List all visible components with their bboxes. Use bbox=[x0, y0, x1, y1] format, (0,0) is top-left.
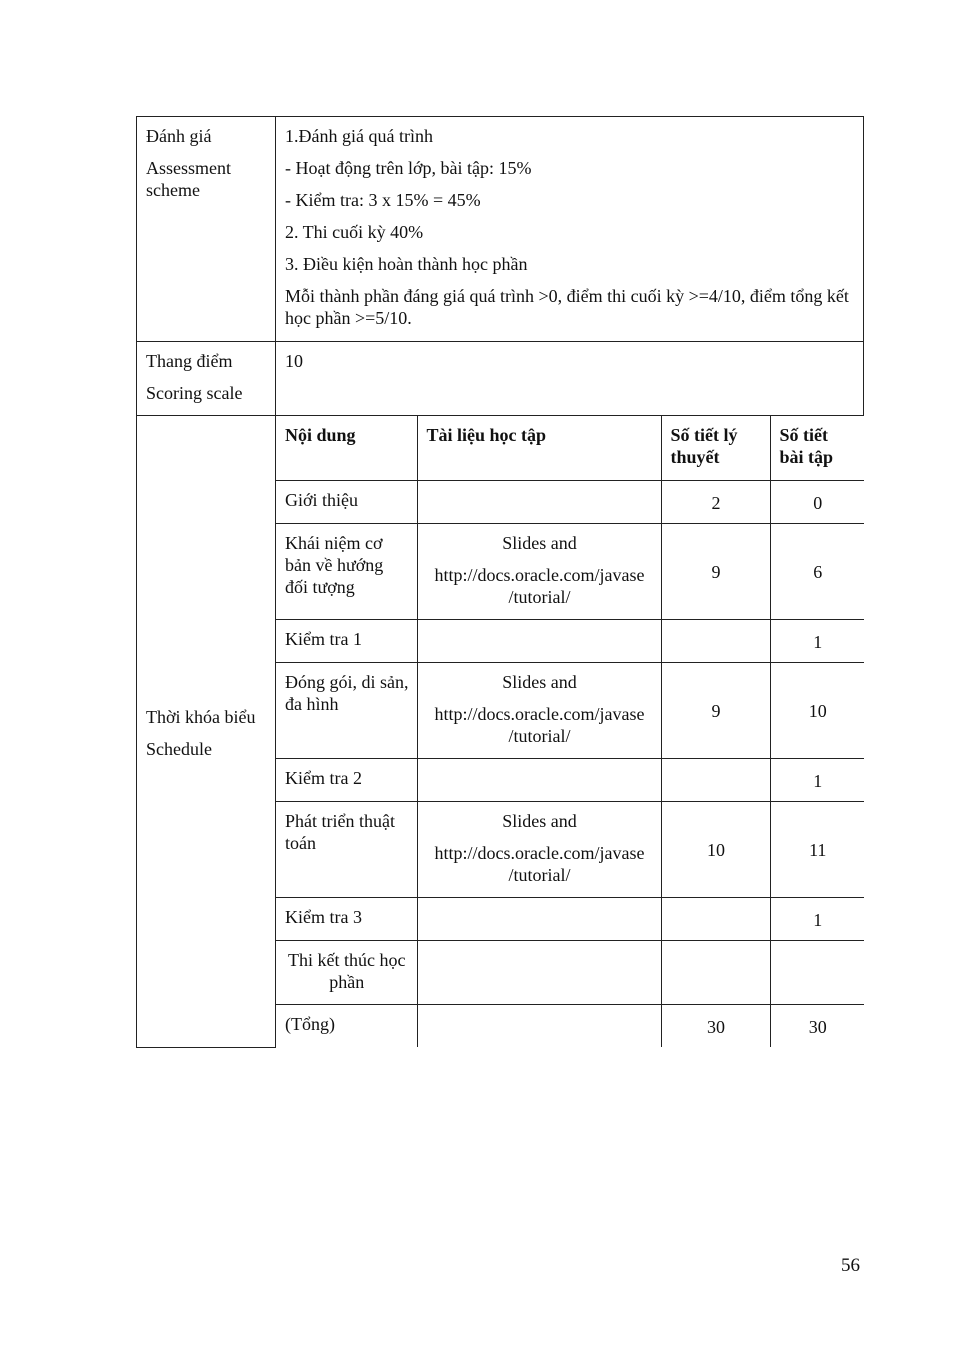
row-exercises bbox=[770, 940, 864, 1004]
table-row bbox=[276, 897, 864, 940]
table-row bbox=[276, 758, 864, 801]
row-materials bbox=[417, 801, 661, 897]
row-theory bbox=[661, 619, 770, 662]
row-materials bbox=[417, 897, 661, 940]
schedule-label-en: Schedule bbox=[146, 738, 212, 759]
row-exercises: 1 bbox=[770, 619, 864, 662]
assessment-line: 3. Điều kiện hoàn thành học phần bbox=[285, 254, 528, 274]
row-content: Thi kết thúc học phần bbox=[276, 940, 417, 1004]
row-exercises: 0 bbox=[770, 480, 864, 523]
scoring-value: 10 bbox=[285, 351, 303, 371]
schedule-row bbox=[137, 416, 864, 1048]
row-exercises: 11 bbox=[770, 801, 864, 897]
row-materials bbox=[417, 523, 661, 619]
scoring-label-cell bbox=[137, 342, 276, 416]
assessment-value-cell bbox=[276, 117, 864, 342]
row-content: Kiểm tra 3 bbox=[276, 897, 417, 940]
course-table bbox=[136, 116, 864, 1048]
table-row bbox=[276, 480, 864, 523]
row-content: Kiểm tra 2 bbox=[276, 758, 417, 801]
row-content: Đóng gói, di sản, đa hình bbox=[276, 662, 417, 758]
row-theory: 2 bbox=[661, 480, 770, 523]
materials-line: Slides and bbox=[502, 671, 577, 692]
page-number: 56 bbox=[841, 1255, 860, 1276]
assessment-row bbox=[137, 117, 864, 342]
assessment-label-en: Assessment scheme bbox=[146, 158, 231, 200]
scoring-label-vi: Thang điểm bbox=[146, 351, 233, 371]
row-content: Kiểm tra 1 bbox=[276, 619, 417, 662]
row-exercises: 1 bbox=[770, 758, 864, 801]
assessment-line: Mỗi thành phần đáng giá quá trình >0, điểm thi cuối kỳ >=4/10, điểm tổng kết học phần >=5/10. bbox=[285, 286, 849, 328]
table-row bbox=[276, 523, 864, 619]
assessment-line: - Hoạt động trên lớp, bài tập: 15% bbox=[285, 158, 532, 178]
row-theory: 10 bbox=[661, 801, 770, 897]
scoring-label-en: Scoring scale bbox=[146, 383, 243, 403]
header-content: Nội dung bbox=[276, 416, 417, 480]
materials-link: http://docs.oracle.com/javase /tutorial/ bbox=[434, 842, 645, 885]
header-theory: Số tiết lý thuyết bbox=[661, 416, 770, 480]
assessment-label-cell bbox=[137, 117, 276, 342]
row-theory bbox=[661, 940, 770, 1004]
scoring-row bbox=[137, 342, 864, 416]
schedule-label-vi: Thời khóa biểu bbox=[146, 706, 256, 727]
row-theory bbox=[661, 758, 770, 801]
row-materials bbox=[417, 480, 661, 523]
scoring-value-cell bbox=[276, 342, 864, 416]
row-exercises: 1 bbox=[770, 897, 864, 940]
row-theory bbox=[661, 897, 770, 940]
table-row bbox=[276, 619, 864, 662]
table-row bbox=[276, 940, 864, 1004]
row-theory: 9 bbox=[661, 523, 770, 619]
total-row bbox=[276, 1004, 864, 1047]
materials-line: Slides and bbox=[502, 532, 577, 553]
table-row bbox=[276, 801, 864, 897]
row-exercises: 30 bbox=[770, 1004, 864, 1047]
schedule-table-cell bbox=[276, 416, 864, 1048]
row-materials bbox=[417, 619, 661, 662]
row-content: Phát triển thuật toán bbox=[276, 801, 417, 897]
assessment-line: 1.Đánh giá quá trình bbox=[285, 126, 433, 146]
row-theory: 30 bbox=[661, 1004, 770, 1047]
row-materials bbox=[417, 940, 661, 1004]
row-content: Giới thiệu bbox=[276, 480, 417, 523]
table-row bbox=[276, 662, 864, 758]
materials-link: http://docs.oracle.com/javase /tutorial/ bbox=[434, 564, 645, 607]
schedule-header-row bbox=[276, 416, 864, 480]
row-exercises: 10 bbox=[770, 662, 864, 758]
assessment-line: 2. Thi cuối kỳ 40% bbox=[285, 222, 424, 242]
assessment-line: - Kiểm tra: 3 x 15% = 45% bbox=[285, 190, 481, 210]
row-materials bbox=[417, 1004, 661, 1047]
header-materials: Tài liệu học tập bbox=[417, 416, 661, 480]
row-theory: 9 bbox=[661, 662, 770, 758]
row-materials bbox=[417, 758, 661, 801]
row-content: (Tổng) bbox=[276, 1004, 417, 1047]
materials-link: http://docs.oracle.com/javase /tutorial/ bbox=[434, 703, 645, 746]
header-exercises: Số tiết bài tập bbox=[770, 416, 864, 480]
row-exercises: 6 bbox=[770, 523, 864, 619]
schedule-label-cell bbox=[137, 416, 276, 1048]
schedule-table bbox=[276, 416, 864, 1047]
row-materials bbox=[417, 662, 661, 758]
assessment-label-vi: Đánh giá bbox=[146, 126, 212, 146]
materials-line: Slides and bbox=[502, 810, 577, 831]
row-content: Khái niệm cơ bản về hướng đối tượng bbox=[276, 523, 417, 619]
